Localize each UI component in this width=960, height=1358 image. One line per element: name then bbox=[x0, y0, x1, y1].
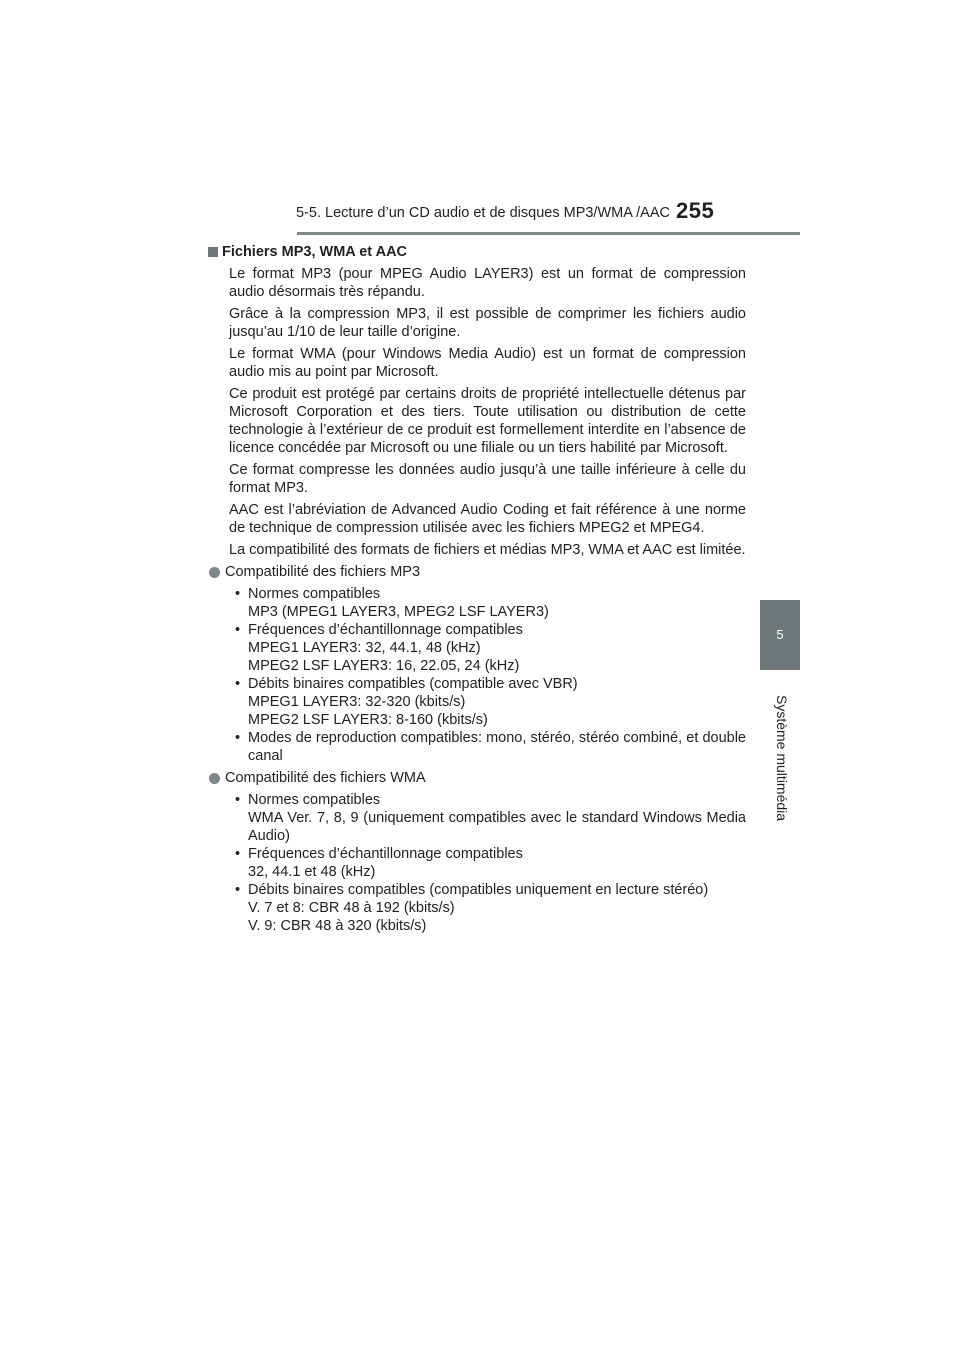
list-item-detail: WMA Ver. 7, 8, 9 (uniquement compatibles avec le standard Windows Media Audio) bbox=[248, 810, 746, 844]
list-item-label: Modes de reproduction compatibles: mono, stéréo, stéréo combiné, et double canal bbox=[248, 730, 746, 764]
list-item-detail: 32, 44.1 et 48 (kHz) bbox=[248, 864, 376, 880]
paragraph: AAC est l’abréviation de Advanced Audio Coding et fait référence à une norme de technique de compression utilisée avec les fichiers MPEG2 et MPEG4. bbox=[229, 502, 746, 536]
list-item-detail: MPEG2 LSF LAYER3: 8-160 (kbits/s) bbox=[248, 712, 488, 728]
paragraph: Grâce à la compression MP3, il est possible de comprimer les fichiers audio jusqu’au 1/10 de leur taille d’origine. bbox=[229, 306, 746, 340]
paragraph: Le format MP3 (pour MPEG Audio LAYER3) est un format de compression audio désormais très répandu. bbox=[229, 266, 746, 300]
list-item-detail: MP3 (MPEG1 LAYER3, MPEG2 LSF LAYER3) bbox=[248, 604, 549, 620]
chapter-side-label: Système multimédia bbox=[774, 695, 790, 822]
page-header-title: 5-5. Lecture d’un CD audio et de disques MP3/WMA /AAC bbox=[296, 205, 670, 221]
chapter-tab-number: 5 bbox=[776, 627, 784, 642]
list-item-detail: V. 9: CBR 48 à 320 (kbits/s) bbox=[248, 918, 427, 934]
chapter-tab bbox=[760, 600, 800, 670]
list-item-label: Normes compatibles bbox=[248, 792, 381, 808]
mp3-compat-heading bbox=[208, 563, 746, 581]
list-item-detail: MPEG1 LAYER3: 32-320 (kbits/s) bbox=[248, 694, 466, 710]
list-item bbox=[208, 791, 746, 845]
square-icon bbox=[208, 247, 218, 257]
mp3-compat-list bbox=[208, 585, 746, 765]
list-item-detail: V. 7 et 8: CBR 48 à 192 (kbits/s) bbox=[248, 900, 455, 916]
page-number: 255 bbox=[676, 198, 715, 223]
bullet-icon: • bbox=[235, 792, 241, 808]
list-item-label: Fréquences d’échantillonnage compatibles bbox=[248, 622, 523, 638]
wma-compat-heading bbox=[208, 769, 746, 787]
section-heading bbox=[208, 243, 746, 261]
list-item-detail: MPEG1 LAYER3: 32, 44.1, 48 (kHz) bbox=[248, 640, 481, 656]
list-item-label: Fréquences d’échantillonnage compatibles bbox=[248, 846, 523, 862]
page-content bbox=[208, 243, 746, 935]
bullet-icon: • bbox=[235, 676, 241, 692]
list-item bbox=[208, 621, 746, 675]
bullet-icon: • bbox=[235, 882, 241, 898]
circle-icon bbox=[209, 567, 220, 578]
bullet-icon: • bbox=[235, 622, 241, 638]
section-heading-text: Fichiers MP3, WMA et AAC bbox=[222, 244, 408, 260]
bullet-icon: • bbox=[235, 730, 241, 746]
bullet-icon: • bbox=[235, 586, 241, 602]
list-item-label: Débits binaires compatibles (compatible avec VBR) bbox=[248, 676, 578, 692]
list-item bbox=[208, 845, 746, 881]
list-item bbox=[208, 585, 746, 621]
list-item bbox=[208, 675, 746, 729]
wma-compat-title: Compatibilité des fichiers WMA bbox=[225, 770, 426, 786]
list-item-detail: MPEG2 LSF LAYER3: 16, 22.05, 24 (kHz) bbox=[248, 658, 520, 674]
header-divider bbox=[297, 232, 800, 235]
circle-icon bbox=[209, 773, 220, 784]
list-item-label: Normes compatibles bbox=[248, 586, 381, 602]
list-item-label: Débits binaires compatibles (compatibles uniquement en lecture stéréo) bbox=[248, 882, 709, 898]
wma-compat-list bbox=[208, 791, 746, 935]
mp3-compat-title: Compatibilité des fichiers MP3 bbox=[225, 564, 421, 580]
paragraph: Le format WMA (pour Windows Media Audio) est un format de compression audio mis au point par Microsoft. bbox=[229, 346, 746, 380]
bullet-icon: • bbox=[235, 846, 241, 862]
paragraph: La compatibilité des formats de fichiers et médias MP3, WMA et AAC est limitée. bbox=[229, 542, 746, 558]
list-item bbox=[208, 881, 746, 935]
paragraph: Ce produit est protégé par certains droits de propriété intellectuelle détenus par Microsoft Corporation et des tiers. Toute utilisation ou distribution de cette technologie à l’extérieur de ce produit est formellement interdite en l’absence de licence concédée par Microsoft ou une filiale ou un tiers habilité par Microsoft. bbox=[229, 386, 746, 456]
list-item bbox=[208, 729, 746, 765]
paragraph: Ce format compresse les données audio jusqu’à une taille inférieure à celle du format MP3. bbox=[229, 462, 746, 496]
